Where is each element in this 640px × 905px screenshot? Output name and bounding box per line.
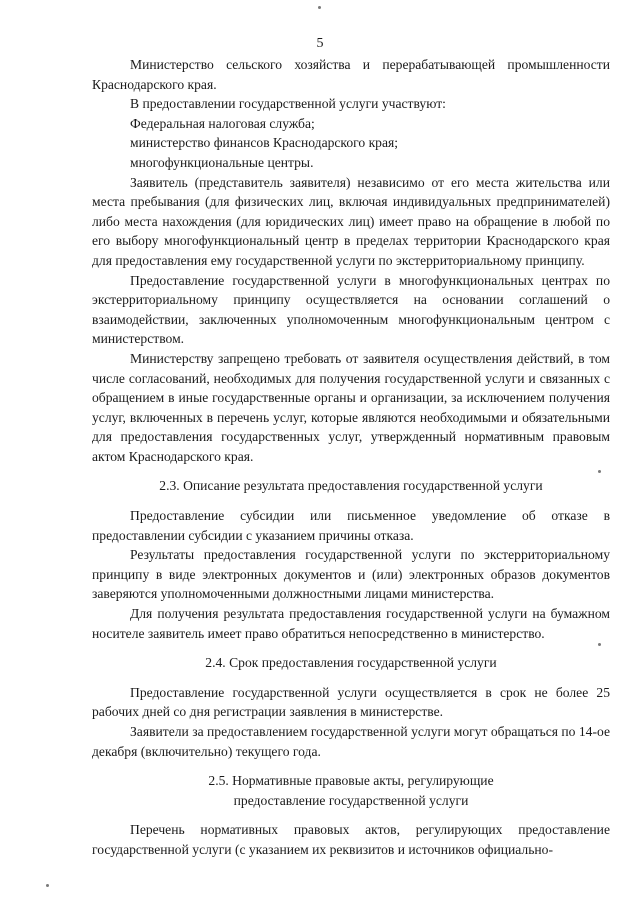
paragraph: Предоставление субсидии или письменное уведомление об отказе в предоставлении субсидии с указанием причины отказа. (92, 508, 610, 543)
paragraph: Для получения результата предоставления государственной услуги на бумажном носителе заявитель имеет право обратиться непосредственно в министерство. (92, 606, 610, 641)
paragraph: Предоставление государственной услуги в многофункциональных центрах по экстерриториальному принципу осуществляется на основании соглашений о взаимодействии, заключенных уполномоченным многофункциональным центром с министерством. (92, 272, 610, 347)
paragraph: Перечень нормативных правовых актов, регулирующих предоставление государственной услуги (с указанием их реквизитов и источников официально- (92, 822, 610, 857)
section-heading-2-5-line-1: 2.5. Нормативные правовые акты, регулирующие (208, 773, 494, 789)
list-item: министерство финансов Краснодарского края; (130, 135, 399, 151)
document-body (92, 55, 610, 860)
paragraph: Результаты предоставления государственной услуги по экстерриториальному принципу в виде электронных документов и (или) электронных образов документов заверяются уполномоченными должностными лицами министерства. (92, 547, 610, 602)
paragraph: Заявитель (представитель заявителя) независимо от его места жительства или места пребывания (для физических лиц, включая индивидуальных предпринимателей) либо места нахождения (для юридических лиц) имеет право на обращение в любой по его выбору многофункциональный центр в пределах территории Краснодарского края для предоставления ему государственной услуги по экстерриториальному принципу. (92, 174, 610, 268)
paragraph: Министерству запрещено требовать от заявителя осуществления действий, в том числе согласований, необходимых для получения государственной услуги и связанных с обращением в иные государственные органы и организации, за исключением получения услуг, включенных в перечень услуг, которые являются необходимыми и обязательными для предоставления государственных услуг, утвержденный нормативным правовым актом Краснодарского края. (92, 350, 610, 464)
scan-speck (46, 884, 49, 887)
paragraph: В предоставлении государственной услуги участвуют: (130, 96, 446, 112)
section-heading-2-5-line-2: предоставление государственной услуги (233, 792, 469, 808)
scan-speck (598, 470, 601, 473)
section-heading-2-5 (92, 771, 610, 810)
section-heading-2-3: 2.3. Описание результата предоставления государственной услуги (159, 478, 543, 494)
section-heading-2-4: 2.4. Срок предоставления государственной услуги (205, 655, 497, 671)
paragraph: Заявители за предоставлением государственной услуги могут обращаться по 14-ое декабря (включительно) текущего года. (92, 724, 610, 759)
list-item: многофункциональные центры. (130, 154, 314, 170)
scan-speck (598, 643, 601, 646)
page-number: 5 (316, 36, 324, 51)
scan-speck (318, 6, 321, 9)
paragraph: Предоставление государственной услуги осуществляется в срок не более 25 рабочих дней со дня регистрации заявления в министерстве. (92, 684, 610, 720)
list-item: Федеральная налоговая служба; (130, 115, 315, 131)
paragraph: Министерство сельского хозяйства и перерабатывающей промышленности Краснодарского края. (92, 57, 610, 92)
